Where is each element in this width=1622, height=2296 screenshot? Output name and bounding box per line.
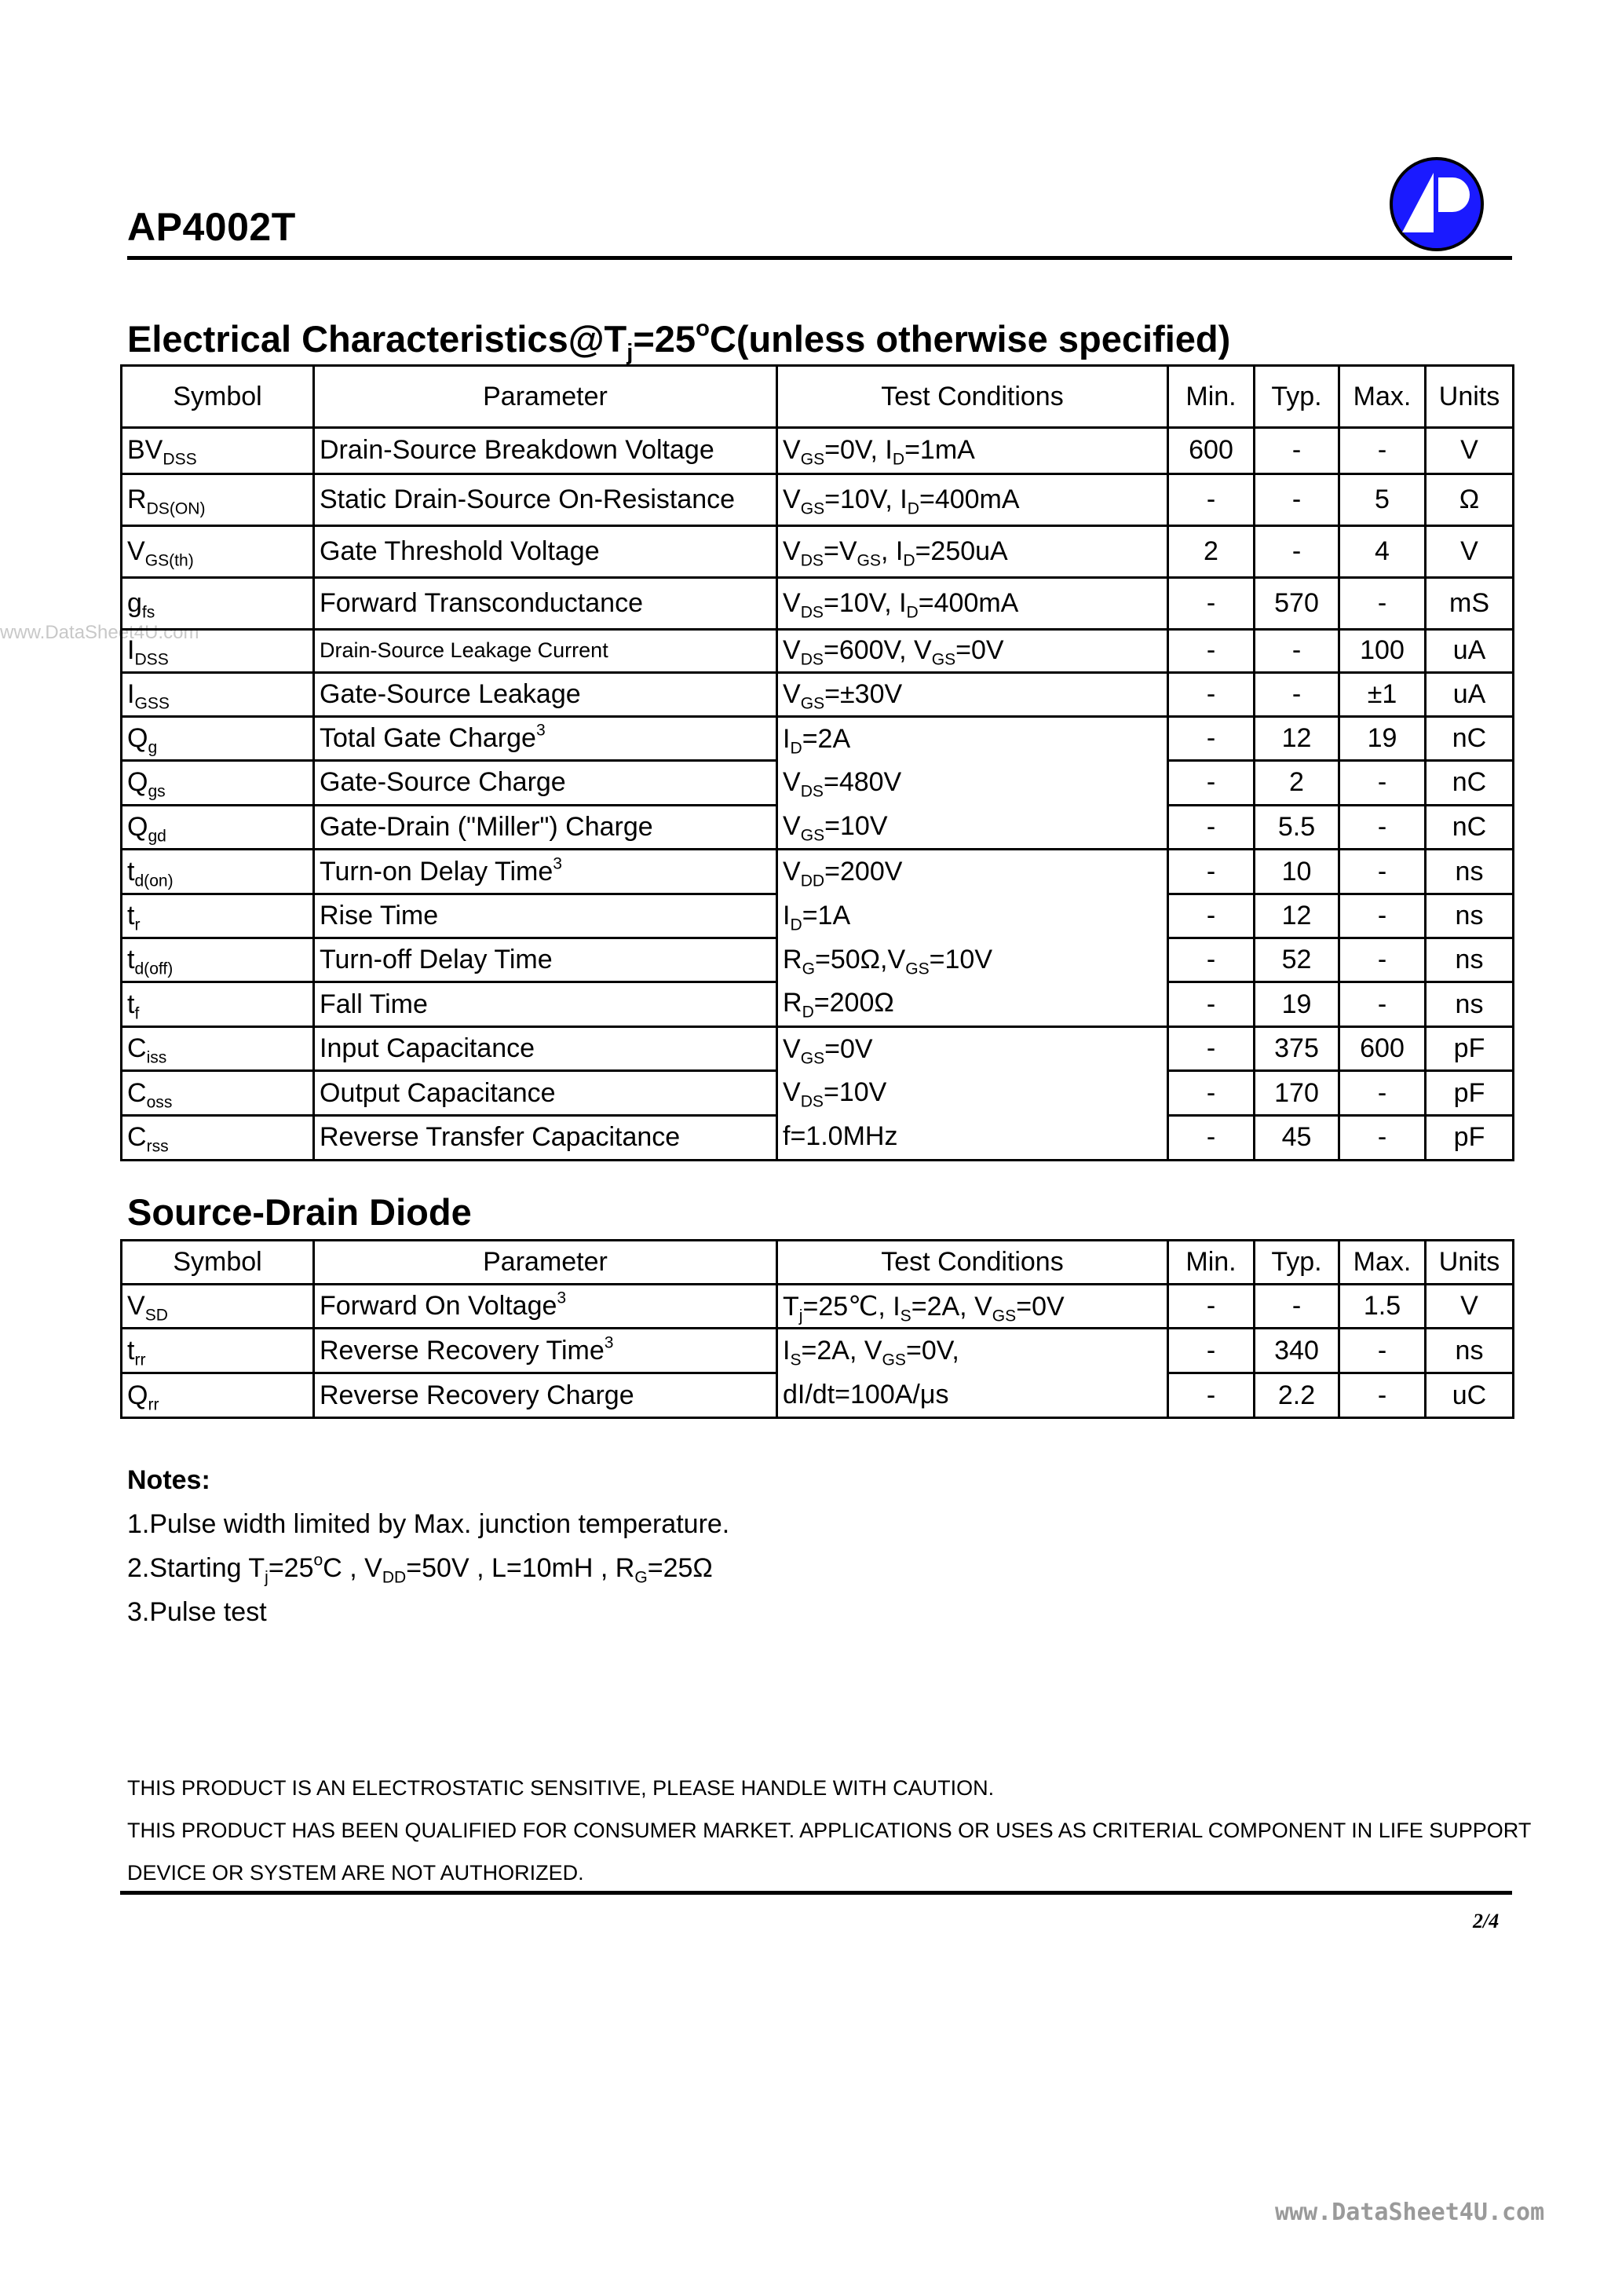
max-cell: 1.5 <box>1339 1285 1426 1329</box>
typ-cell: 19 <box>1255 982 1339 1026</box>
unit-cell: ns <box>1426 894 1514 938</box>
unit-cell: ns <box>1426 1329 1514 1373</box>
min-cell: - <box>1168 473 1255 525</box>
col-header-symbol: Symbol <box>122 366 314 428</box>
table-header-row <box>122 366 1514 428</box>
table-row <box>122 1285 1514 1329</box>
min-cell: - <box>1168 894 1255 938</box>
note-item: 3.Pulse test <box>127 1597 267 1627</box>
max-cell: - <box>1339 894 1426 938</box>
test-condition-cell: $V_{GS}=\pm 30V$ <box>777 672 1168 716</box>
max-cell: 100 <box>1339 629 1426 672</box>
parameter-cell: Turn-on Delay Time$^3$ <box>314 850 777 894</box>
symbol-cell: $Q_{gs}$ <box>122 761 314 806</box>
unit-cell: nC <box>1426 761 1514 806</box>
symbol-cell: $C_{rss}$ <box>122 1115 314 1160</box>
unit-cell: uA <box>1426 672 1514 716</box>
test-condition-cell: $V_{DD}=200V$ $I_D=1A$ $R_G=50\Omega,V_{GS}=10V$ $R_D=200\Omega$ <box>777 850 1168 1026</box>
source-drain-diode-heading: Source-Drain Diode <box>127 1191 472 1233</box>
typ-cell: 340 <box>1255 1329 1339 1373</box>
unit-cell: uC <box>1426 1373 1514 1418</box>
footer-url-text: www.DataSheet4U.com <box>1275 2199 1545 2226</box>
max-cell: - <box>1339 1115 1426 1160</box>
max-cell: - <box>1339 982 1426 1026</box>
max-cell: - <box>1339 761 1426 806</box>
test-condition-cell: $I_D=2A$ $V_{DS}=480V$ $V_{GS}=10V$ <box>777 716 1168 850</box>
table-row <box>122 473 1514 525</box>
symbol-cell: $V_{SD}$ <box>122 1285 314 1329</box>
test-condition-cell: $V_{DS}=600V$, $V_{GS}=0V$ <box>777 629 1168 672</box>
unit-cell: V <box>1426 428 1514 474</box>
table-row <box>122 716 1514 761</box>
typ-cell: - <box>1255 525 1339 577</box>
unit-cell: nC <box>1426 716 1514 761</box>
disclaimer-line: DEVICE OR SYSTEM ARE NOT AUTHORIZED. <box>127 1861 584 1885</box>
typ-cell: - <box>1255 629 1339 672</box>
col-header-units: Units <box>1426 366 1514 428</box>
symbol-cell: $t_f$ <box>122 982 314 1026</box>
symbol-cell: $C_{iss}$ <box>122 1026 314 1071</box>
max-cell: - <box>1339 850 1426 894</box>
min-cell: - <box>1168 1373 1255 1418</box>
table-header-row <box>122 1241 1514 1285</box>
min-cell: - <box>1168 1285 1255 1329</box>
typ-cell: 2 <box>1255 761 1339 806</box>
unit-cell: ns <box>1426 938 1514 982</box>
min-cell: - <box>1168 716 1255 761</box>
ap-logo-icon <box>1388 155 1485 253</box>
test-condition-cell: $V_{DS}=V_{GS}$, $I_D=250uA$ <box>777 525 1168 577</box>
symbol-cell: $R_{DS(ON)}$ <box>122 473 314 525</box>
min-cell: - <box>1168 1115 1255 1160</box>
unit-cell: V <box>1426 525 1514 577</box>
min-cell: 600 <box>1168 428 1255 474</box>
parameter-cell: Drain-Source Breakdown Voltage <box>314 428 777 474</box>
col-header-parameter: Parameter <box>314 1241 777 1285</box>
max-cell: - <box>1339 1329 1426 1373</box>
footer-rule <box>120 1891 1512 1895</box>
col-header-typ: Typ. <box>1255 366 1339 428</box>
min-cell: - <box>1168 629 1255 672</box>
test-condition-cell: $V_{GS}=0V$, $I_D=1mA$ <box>777 428 1168 474</box>
typ-cell: 2.2 <box>1255 1373 1339 1418</box>
parameter-cell: Drain-Source Leakage Current <box>314 629 777 672</box>
table-row <box>122 1329 1514 1373</box>
max-cell: 5 <box>1339 473 1426 525</box>
max-cell: - <box>1339 428 1426 474</box>
unit-cell: pF <box>1426 1071 1514 1116</box>
part-number-title: AP4002T <box>127 205 296 249</box>
max-cell: 600 <box>1339 1026 1426 1071</box>
max-cell: - <box>1339 805 1426 850</box>
symbol-cell: $t_{d(on)}$ <box>122 850 314 894</box>
symbol-cell: $I_{GSS}$ <box>122 672 314 716</box>
parameter-cell: Turn-off Delay Time <box>314 938 777 982</box>
parameter-cell: Reverse Recovery Time$^3$ <box>314 1329 777 1373</box>
symbol-cell: $t_r$ <box>122 894 314 938</box>
unit-cell: nC <box>1426 805 1514 850</box>
unit-cell: uA <box>1426 629 1514 672</box>
symbol-cell: $t_{rr}$ <box>122 1329 314 1373</box>
typ-cell: 52 <box>1255 938 1339 982</box>
table-row <box>122 525 1514 577</box>
parameter-cell: Total Gate Charge$^3$ <box>314 716 777 761</box>
min-cell: - <box>1168 850 1255 894</box>
typ-cell: - <box>1255 473 1339 525</box>
min-cell: - <box>1168 1026 1255 1071</box>
parameter-cell: Forward Transconductance <box>314 577 777 629</box>
min-cell: - <box>1168 672 1255 716</box>
typ-cell: - <box>1255 428 1339 474</box>
parameter-cell: Static Drain-Source On-Resistance <box>314 473 777 525</box>
parameter-cell: Gate-Source Leakage <box>314 672 777 716</box>
test-condition-cell: $T_j=25℃$, $I_S=2A$, $V_{GS}=0V$ <box>777 1285 1168 1329</box>
parameter-cell: Fall Time <box>314 982 777 1026</box>
max-cell: - <box>1339 1071 1426 1116</box>
symbol-cell: $t_{d(off)}$ <box>122 938 314 982</box>
min-cell: - <box>1168 938 1255 982</box>
symbol-cell: $Q_{gd}$ <box>122 805 314 850</box>
max-cell: ±1 <box>1339 672 1426 716</box>
test-condition-cell: $I_S=2A$, $V_{GS}=0V$, dI/dt=100A/μs <box>777 1329 1168 1418</box>
watermark-text: www.DataSheet4U.com <box>0 622 199 643</box>
parameter-cell: Gate-Drain ("Miller") Charge <box>314 805 777 850</box>
table-row <box>122 428 1514 474</box>
test-condition-cell: $V_{GS}=0V$ $V_{DS}=10V$ f=1.0MHz <box>777 1026 1168 1160</box>
max-cell: 4 <box>1339 525 1426 577</box>
typ-cell: 10 <box>1255 850 1339 894</box>
col-header-units: Units <box>1426 1241 1514 1285</box>
table-row <box>122 577 1514 629</box>
typ-cell: 570 <box>1255 577 1339 629</box>
typ-cell: 12 <box>1255 894 1339 938</box>
col-header-test-conditions: Test Conditions <box>777 366 1168 428</box>
parameter-cell: Input Capacitance <box>314 1026 777 1071</box>
symbol-cell: $Q_g$ <box>122 716 314 761</box>
unit-cell: pF <box>1426 1115 1514 1160</box>
min-cell: - <box>1168 982 1255 1026</box>
unit-cell: ns <box>1426 850 1514 894</box>
min-cell: - <box>1168 805 1255 850</box>
max-cell: 19 <box>1339 716 1426 761</box>
table-row <box>122 850 1514 894</box>
symbol-cell: $BV_{DSS}$ <box>122 428 314 474</box>
col-header-max: Max. <box>1339 1241 1426 1285</box>
max-cell: - <box>1339 577 1426 629</box>
max-cell: - <box>1339 938 1426 982</box>
col-header-min: Min. <box>1168 366 1255 428</box>
disclaimer-line: THIS PRODUCT IS AN ELECTROSTATIC SENSITIVE, PLEASE HANDLE WITH CAUTION. <box>127 1776 995 1800</box>
min-cell: - <box>1168 1329 1255 1373</box>
max-cell: - <box>1339 1373 1426 1418</box>
typ-cell: 12 <box>1255 716 1339 761</box>
symbol-cell: $V_{GS(th)}$ <box>122 525 314 577</box>
header-rule <box>127 256 1512 260</box>
symbol-cell: $Q_{rr}$ <box>122 1373 314 1418</box>
electrical-characteristics-heading: Electrical $Characteristics@T_j=25^oC(unless$ otherwise specified) <box>127 316 1231 366</box>
unit-cell: mS <box>1426 577 1514 629</box>
notes-title: Notes: <box>127 1465 210 1495</box>
symbol-cell: $C_{oss}$ <box>122 1071 314 1116</box>
typ-cell: - <box>1255 1285 1339 1329</box>
table-row <box>122 672 1514 716</box>
note-item: 1.Pulse width limited by Max. junction temperature. <box>127 1509 730 1539</box>
test-condition-cell: $V_{DS}=10V$, $I_D=400mA$ <box>777 577 1168 629</box>
typ-cell: - <box>1255 672 1339 716</box>
unit-cell: ns <box>1426 982 1514 1026</box>
unit-cell: Ω <box>1426 473 1514 525</box>
col-header-typ: Typ. <box>1255 1241 1339 1285</box>
min-cell: - <box>1168 577 1255 629</box>
min-cell: - <box>1168 761 1255 806</box>
col-header-parameter: Parameter <box>314 366 777 428</box>
test-condition-cell: $V_{GS}=10V$, $I_D=400mA$ <box>777 473 1168 525</box>
col-header-test-conditions: Test Conditions <box>777 1241 1168 1285</box>
parameter-cell: Rise Time <box>314 894 777 938</box>
symbol-cell: $I_{DSS}$ <box>122 629 314 672</box>
min-cell: - <box>1168 1071 1255 1116</box>
table-row <box>122 1026 1514 1071</box>
symbol-cell: $g_{fs}$ <box>122 577 314 629</box>
parameter-cell: Output Capacitance <box>314 1071 777 1116</box>
parameter-cell: Gate Threshold Voltage <box>314 525 777 577</box>
typ-cell: 45 <box>1255 1115 1339 1160</box>
col-header-min: Min. <box>1168 1241 1255 1285</box>
table-row <box>122 629 1514 672</box>
electrical-characteristics-table <box>120 364 1514 1161</box>
min-cell: 2 <box>1168 525 1255 577</box>
page-number: 2/4 <box>1473 1910 1500 1932</box>
typ-cell: 5.5 <box>1255 805 1339 850</box>
typ-cell: 170 <box>1255 1071 1339 1116</box>
parameter-cell: Reverse Transfer Capacitance <box>314 1115 777 1160</box>
unit-cell: pF <box>1426 1026 1514 1071</box>
parameter-cell: Reverse Recovery Charge <box>314 1373 777 1418</box>
typ-cell: 375 <box>1255 1026 1339 1071</box>
col-header-max: Max. <box>1339 366 1426 428</box>
parameter-cell: Gate-Source Charge <box>314 761 777 806</box>
parameter-cell: Forward On Voltage$^3$ <box>314 1285 777 1329</box>
col-header-symbol: Symbol <box>122 1241 314 1285</box>
disclaimer-line: THIS PRODUCT HAS BEEN QUALIFIED FOR CONSUMER MARKET. APPLICATIONS OR USES AS CRITERIAL COMPONENT IN LIFE SUPPORT <box>127 1819 1532 1842</box>
unit-cell: V <box>1426 1285 1514 1329</box>
source-drain-diode-table <box>120 1239 1514 1419</box>
note-item: 2.Starting $T_j=25^oC$ , $V_{DD}=50V$ , L=10mH , $R_G=25\Omega$ <box>127 1551 713 1587</box>
